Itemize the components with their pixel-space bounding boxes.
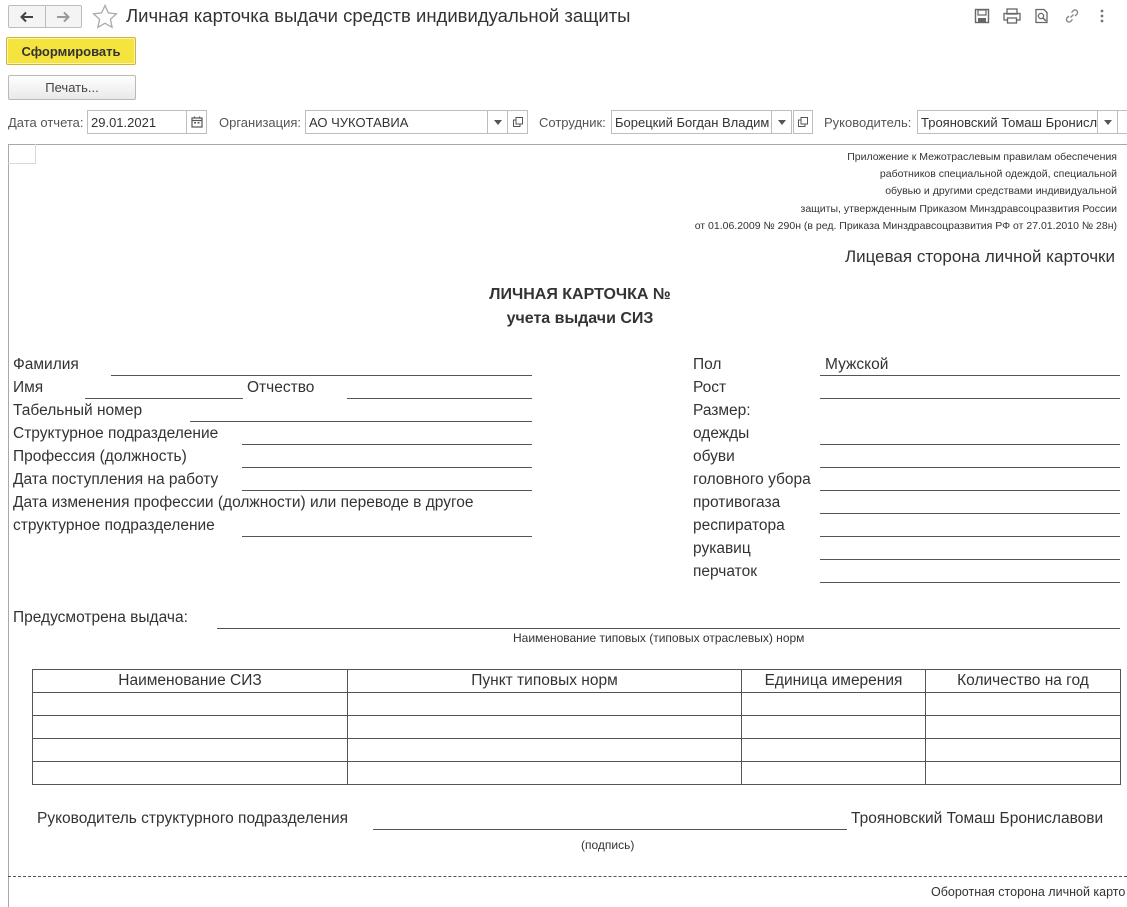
tab-number-label: Табельный номер [13,402,143,419]
table-row [33,693,1121,716]
issue-line [217,628,1120,629]
gloves-size-line [820,582,1120,583]
save-icon[interactable] [972,6,992,26]
note-line: Приложение к Межотраслевым правилам обеспечения [847,151,1117,163]
spreadsheet-corner [8,144,36,164]
org-field[interactable]: АО ЧУКОТАВИА [305,110,488,134]
legal-note [695,149,1117,235]
forward-button[interactable] [45,6,82,27]
table-cell [926,739,1121,762]
note-line: работников специальной одеждой, специальной [879,168,1117,181]
clothes-size-label: одежды [693,425,750,442]
headwear-size-label: головного убора [693,471,811,488]
mittens-size-line [820,559,1120,560]
issue-label: Предусмотрена выдача: [13,609,188,626]
arrow-right-icon [56,11,70,23]
table-cell [742,739,926,762]
mittens-size-label: рукавиц [693,540,751,557]
signature-caption: (подпись) [581,838,635,852]
org-dropdown-button[interactable] [488,110,508,134]
link-icon[interactable] [1062,6,1082,26]
patronymic-line [347,398,532,399]
name-line [85,398,243,399]
table-header-row [33,670,1121,693]
table-cell [33,716,348,739]
date-field[interactable]: 29.01.2021 [87,110,187,134]
patronymic-label: Отчество [247,379,315,396]
window-title: Личная карточка выдачи средств индивидуальной защиты [126,5,631,26]
shoes-size-label: обуви [693,448,735,465]
employee-open-button[interactable] [793,110,813,134]
chevron-down-icon [494,120,502,125]
shoes-size-line [820,467,1120,468]
print-button[interactable]: Печать... [8,75,136,100]
respirator-size-label: респиратора [693,517,785,534]
employee-label: Сотрудник: [539,115,606,130]
hire-date-label: Дата поступления на работу [13,471,219,488]
manager-label: Руководитель: [824,115,912,130]
table-cell [348,739,742,762]
column-header: Пункт типовых норм [348,670,742,693]
note-line: обувью и другими средствами индивидуальной [885,185,1117,198]
note-line: защиты, утвержденным Приказом Минздравсоцразвития России [800,202,1117,215]
manager-field[interactable]: Трояновский Томаш Бронисл [917,110,1098,134]
chevron-down-icon [778,120,786,125]
calendar-icon [191,116,203,128]
column-header: Наименование СИЗ [33,670,348,693]
column-header: Единица имерения [742,670,926,693]
org-label: Организация: [219,115,302,130]
siz-table [32,669,1121,785]
table-cell [742,716,926,739]
norms-caption: Наименование типовых (типовых отраслевых) норм [513,631,805,645]
department-line [242,444,532,445]
arrow-left-icon [20,11,34,23]
table-cell [926,716,1121,739]
table-cell [33,693,348,716]
card-subtitle: учета выдачи СИЗ [506,310,654,327]
table-cell [742,762,926,785]
manager-open-button[interactable] [1118,110,1127,134]
department-label: Структурное подразделение [13,425,219,442]
height-line [820,398,1120,399]
gender-value: Мужской [825,356,889,373]
headwear-size-line [820,490,1120,491]
note-line: от 01.06.2009 № 290н (в ред. Приказа Минздравсоцразвития РФ от 27.01.2010 № 28н) [694,219,1117,232]
more-icon[interactable] [1092,6,1112,26]
gas-mask-size-label: противогаза [693,494,781,511]
table-row [33,762,1121,785]
name-label: Имя [13,379,44,396]
table-cell [742,693,926,716]
hire-date-line [242,490,532,491]
change-line [242,536,532,537]
open-icon [798,117,808,127]
change-label-line1: Дата изменения профессии (должности) или переводе в другое [13,494,474,511]
position-label: Профессия (должность) [13,448,187,465]
table-cell [33,762,348,785]
respirator-size-line [820,536,1120,537]
table-cell [926,693,1121,716]
navigation-buttons [8,5,82,28]
card-title: ЛИЧНАЯ КАРТОЧКА № [489,286,671,303]
table-cell [348,762,742,785]
front-side-title: Лицевая сторона личной карточки [844,247,1115,266]
printer-icon[interactable] [1002,6,1022,26]
table-cell [33,739,348,762]
signature-person: Трояновский Томаш Брониславови [851,810,1104,827]
clothes-size-line [820,444,1120,445]
column-header: Количество на год [926,670,1121,693]
table-row [33,739,1121,762]
surname-label: Фамилия [13,356,79,373]
back-side-title: Оборотная сторона личной карто [931,885,1126,899]
signature-line [373,829,847,830]
open-icon [513,117,523,127]
table-row [33,716,1121,739]
tab-number-line [190,421,532,422]
date-label: Дата отчета: [8,115,84,130]
gas-mask-size-line [820,513,1120,514]
preview-icon[interactable] [1032,6,1052,26]
manager-dropdown-button[interactable] [1098,110,1118,134]
employee-field[interactable]: Борецкий Богдан Владим [611,110,772,134]
calendar-button[interactable] [187,110,207,134]
chevron-down-icon [1104,120,1112,125]
signature-role-label: Руководитель структурного подразделения [37,810,349,827]
employee-dropdown-button[interactable] [772,110,792,134]
size-label: Размер: [693,402,751,419]
org-open-button[interactable] [508,110,528,134]
table-cell [348,693,742,716]
position-line [242,467,532,468]
gender-label: Пол [693,356,722,373]
page-break-line [8,876,1127,877]
generate-button[interactable]: Сформировать [6,37,136,65]
back-button[interactable] [9,6,45,27]
gender-line [820,375,1120,376]
favorite-star-icon[interactable] [92,4,118,34]
gloves-size-label: перчаток [693,563,757,580]
table-cell [926,762,1121,785]
change-label-line2: структурное подразделение [13,517,215,534]
height-label: Рост [693,379,727,396]
surname-line [111,375,532,376]
table-cell [348,716,742,739]
